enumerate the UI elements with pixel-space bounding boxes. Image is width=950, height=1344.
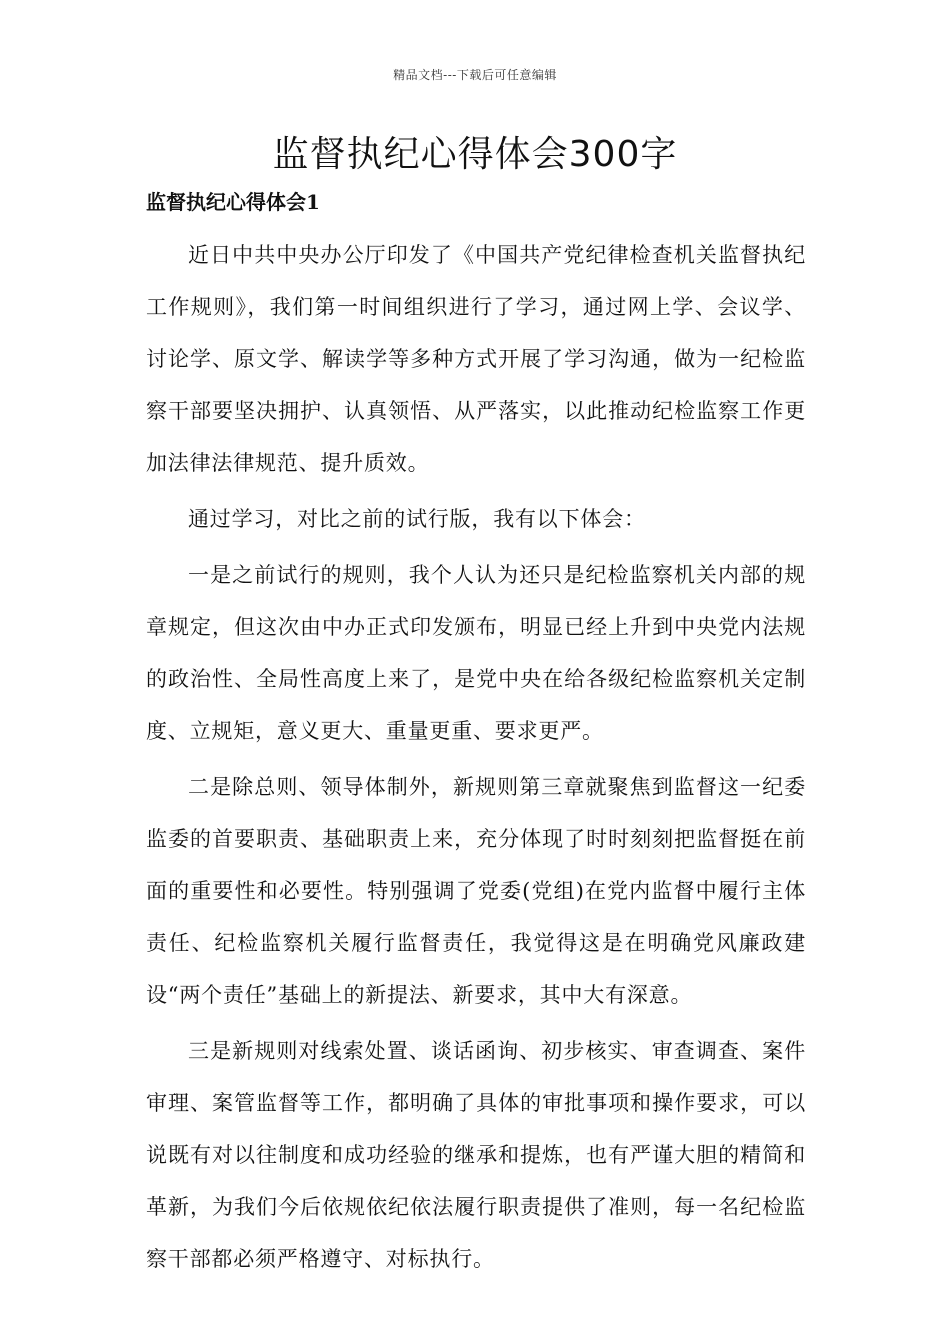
document-title: 监督执纪心得体会300字: [272, 134, 678, 175]
paragraph-summary: 通过学习，对比之前的试行版，我有以下体会：: [188, 507, 646, 531]
paragraph-point-one: 一是之前试行的规则，我个人认为还只是纪检监察机关内部的规章规定，但这次由中办正式印发颁布，明显已经上升到中央党内法规的政治性、全局性高度上来了，是党中央在给各级纪检监察机关定制度、立规矩，意义更大、重量更重、要求更严。: [146, 563, 806, 743]
body-text: [146, 229, 806, 1289]
paragraph-point-two: 二是除总则、领导体制外，新规则第三章就聚焦到监督这一纪委监委的首要职责、基础职责上来，充分体现了时时刻刻把监督挺在前面的重要性和必要性。特别强调了党委(党组)在党内监督中履行主体责任、纪检监察机关履行监督责任，我觉得这是在明确党风廉政建设“两个责任”基础上的新提法、新要求，其中大有深意。: [146, 775, 806, 1007]
paragraph-intro: 近日中共中央办公厅印发了《中国共产党纪律检查机关监督执纪工作规则》，我们第一时间组织进行了学习，通过网上学、会议学、讨论学、原文学、解读学等多种方式开展了学习沟通，做为一纪检监察干部要坚决拥护、认真领悟、从严落实，以此推动纪检监察工作更加法律法律规范、提升质效。: [146, 243, 806, 475]
header-note: 精品文档---下载后可任意编辑: [393, 68, 557, 82]
section-heading: 监督执纪心得体会1: [146, 190, 320, 214]
paragraph-point-three: 三是新规则对线索处置、谈话函询、初步核实、审查调查、案件审理、案管监督等工作，都明确了具体的审批事项和操作要求，可以说既有对以往制度和成功经验的继承和提炼，也有严谨大胆的精简和革新，为我们今后依规依纪依法履行职责提供了准则，每一名纪检监察干部都必须严格遵守、对标执行。: [146, 1039, 806, 1271]
